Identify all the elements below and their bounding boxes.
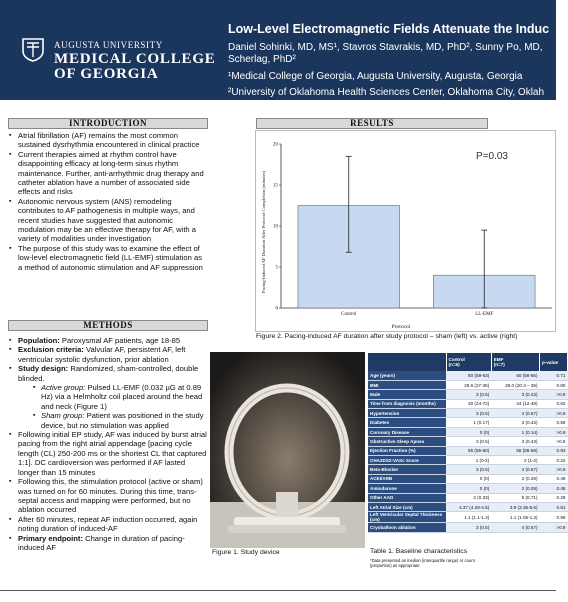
table-cell: 3 (0.5) — [446, 523, 491, 532]
authors: Daniel Sohinki, MD, MS¹, Stavros Stavrakis, MD, PhD², Sunny Po, MD, — [228, 42, 543, 53]
table-cell: 55 (55-59) — [491, 446, 539, 455]
intro-bullet: ▪ Autonomic nervous system (ANS) remodeling contributes to AF pathogenesis in multiple ways, and recent studies have suggested that autonomic modulation may be an effective therapy for AF, with a variety of modalities under investigation — [8, 197, 208, 244]
table-cell: 1.1 (1.05-1.3) — [491, 512, 539, 523]
table-cell: 3.9 (3.35-5.6) — [491, 502, 539, 511]
table-cell: 3 (0.43) — [491, 390, 539, 399]
footer-rule — [0, 590, 556, 591]
table-cell: 60 (56-65) — [491, 371, 539, 380]
row-label-cell: CHA2DS2-VASc Score — [368, 456, 446, 465]
exclusion-text: Valvular AF, persistent AF, left ventricular systolic dysfunction, prior ablation — [18, 345, 186, 364]
helmholtz-coil-illustration — [210, 352, 365, 548]
table-cell: >0.9 — [540, 465, 568, 474]
table-cell: 1 (0-2) — [446, 456, 491, 465]
intro-bullet: ▪ Current therapies aimed at rhythm control have disappointing efficacy at long-term sinus rhythm maintenance. Further, anti-arrhythmic drug therapy and catheter ablation have a number of associated side effects and risks — [8, 150, 208, 197]
p-value-annotation: P=0.03 — [476, 151, 508, 162]
table-cell: 28.0 (20.3 – 36) — [491, 380, 539, 389]
table-cell: 0.29 — [540, 493, 568, 502]
table-row — [368, 380, 568, 389]
methods-bullet-population — [8, 336, 208, 345]
results-heading: RESULTS — [256, 118, 488, 129]
row-label-cell: BMI — [368, 380, 446, 389]
table-cell: 0 (0) — [446, 427, 491, 436]
table-row — [368, 465, 568, 474]
poster-header — [0, 0, 556, 100]
row-label-cell: Left Ventricular Septal Thickness (cm) — [368, 512, 446, 523]
methods-body — [8, 336, 208, 552]
table-1-caption: Table 1. Baseline characteristics — [370, 548, 468, 555]
methods-bullet: ▪ Following this, the stimulation protocol (active or sham) was turned on for 60 minutes. During this time, trans-septal access and mapping were performed, but no ablation occurred — [8, 477, 208, 515]
org-line-1: AUGUSTA UNIVERSITY — [54, 40, 163, 50]
population-label: Population: — [18, 336, 60, 345]
table-cell: 2 (0.29) — [491, 484, 539, 493]
table-cell: >0.9 — [540, 523, 568, 532]
introduction-body — [8, 131, 208, 272]
table-row — [368, 474, 568, 483]
y-axis-label: Pacing-Induced AF Duration After Protocol Completion (minutes) — [261, 171, 266, 293]
methods-bullet-endpoint — [8, 534, 208, 553]
table-row — [368, 456, 568, 465]
table-row — [368, 446, 568, 455]
table-cell: 2 (0.29) — [491, 474, 539, 483]
sham-label: Sham group: — [41, 411, 85, 421]
methods-bullet-exclusion — [8, 345, 208, 364]
x-tick-label: LL-EMF — [475, 312, 494, 317]
table-row — [368, 437, 568, 446]
design-label: Study design: — [18, 364, 69, 374]
table-row — [368, 484, 568, 493]
table-footnote: *Data presented as median (interquartile range) or count (proportion) as appropriate — [370, 558, 475, 568]
endpoint-text: Change in duration of pacing-induced AF — [18, 533, 185, 552]
table-row — [368, 371, 568, 380]
table-cell: 1.1 (1.1-1.3) — [446, 512, 491, 523]
af-duration-bar-chart — [255, 130, 556, 332]
row-label-cell: Male — [368, 390, 446, 399]
table-cell: 0.62 — [540, 399, 568, 408]
row-label-cell: Other AAD — [368, 493, 446, 502]
row-label-cell: Cryoballoon ablation — [368, 523, 446, 532]
table-row — [368, 523, 568, 532]
y-tick-label: 10 — [273, 224, 278, 230]
exclusion-label: Exclusion criteria: — [18, 345, 84, 355]
table-header-cell: EMF (n=7) — [491, 353, 539, 371]
row-label-cell: Hypertension — [368, 409, 446, 418]
org-line-3: OF GEORGIA — [54, 66, 159, 82]
row-label-cell: Beta-Blocker — [368, 465, 446, 474]
table-row — [368, 512, 568, 523]
y-tick-label: 0 — [275, 306, 278, 312]
baseline-characteristics-table — [368, 353, 566, 533]
table-cell: 0.96 — [540, 512, 568, 523]
table-cell: >0.9 — [540, 427, 568, 436]
table-cell: 3 (0.5) — [446, 390, 491, 399]
table-row — [368, 418, 568, 427]
row-label-cell: Obstructive Sleep Apnea — [368, 437, 446, 446]
table-cell: 0.22 — [540, 456, 568, 465]
table-cell: >0.9 — [540, 390, 568, 399]
title-block — [228, 22, 556, 98]
affiliation-1: ¹Medical College of Georgia, Augusta University, Augusta, Georgia — [228, 71, 523, 82]
table-cell: 3 (0.43) — [491, 437, 539, 446]
table-row — [368, 427, 568, 436]
table-cell: 2 (0.33) — [446, 493, 491, 502]
table-cell: 3 (0.5) — [446, 409, 491, 418]
table-header-row — [368, 353, 568, 371]
active-group-bullet — [32, 383, 208, 411]
table-cell: 1 (0.17) — [446, 418, 491, 427]
y-tick-label: 20 — [273, 142, 278, 148]
table-cell: 4 (0.57) — [491, 409, 539, 418]
table-cell: 0.71 — [540, 371, 568, 380]
affiliation-2: ²University of Oklahoma Health Sciences Center, Oklahoma City, Oklah — [228, 87, 545, 98]
table-cell: 5 (0.71) — [491, 493, 539, 502]
table-cell: 30 (24-72) — [446, 399, 491, 408]
row-label-cell: Time from diagnosis (months) — [368, 399, 446, 408]
intro-bullet: ▪ Atrial fibrillation (AF) remains the most common sustained dysrhythmia encountered in clinical practice — [8, 131, 208, 150]
table-cell: 0.80 — [540, 380, 568, 389]
row-label-cell: Amiodarone — [368, 484, 446, 493]
x-tick-label: Control — [341, 312, 357, 317]
table-header-cell: p-value — [540, 353, 568, 371]
table-header-cell: Control (n=6) — [446, 353, 491, 371]
methods-bullet: ▪ Following initial EP study, AF was induced by burst atrial pacing from the right atrial appendage [pacing cycle length (CL) 250-200 ms or the shortest CL that captured 1:1]. DC cardioversion was performed if AF lasted longer than 15 minutes — [8, 430, 208, 477]
table-cell: 0 (0) — [446, 484, 491, 493]
institution-name — [54, 40, 216, 82]
table-cell: 60 (58-63) — [446, 371, 491, 380]
table-row — [368, 390, 568, 399]
sham-group-bullet — [32, 411, 208, 430]
x-axis-label: Protocol — [391, 324, 411, 330]
poster-title: Low-Level Electromagnetic Fields Attenuate the Induc — [228, 22, 550, 36]
table-header-cell — [368, 353, 446, 371]
table-cell: 4 (0.57) — [491, 523, 539, 532]
intro-bullet: ▪ The purpose of this study was to examine the effect of low-level electromagnetic field (LL-EMF) stimulation as a method of autonomic stimulation and AF suppression — [8, 244, 208, 272]
authors-continued: Scherlag, PhD² — [228, 54, 296, 65]
row-label-cell: ACEI/ARB — [368, 474, 446, 483]
methods-bullet: ▪ After 60 minutes, repeat AF induction occurred, again noting duration of induced-AF — [8, 515, 208, 534]
figure-2-caption: Figure 2. Pacing-induced AF duration after study protocol – sham (left) vs. active (right) — [256, 333, 518, 340]
table-cell: 1 (0.14) — [491, 427, 539, 436]
row-label-cell: Coronary Disease — [368, 427, 446, 436]
table-cell: 2 (1-2) — [491, 456, 539, 465]
table-cell: 55 (55-60) — [446, 446, 491, 455]
y-tick-label: 5 — [275, 265, 278, 271]
table-cell: >0.9 — [540, 437, 568, 446]
introduction-heading: INTRODUCTION — [8, 118, 208, 129]
active-text: Pulsed LL-EMF (0.032 µG at 0.89 Hz) via a Helmholtz coil placed around the head and neck (Figure 1) — [41, 383, 203, 411]
table-cell: 0.46 — [540, 474, 568, 483]
methods-heading: METHODS — [8, 320, 208, 331]
row-label-cell: Diabetes — [368, 418, 446, 427]
table-cell: 3 (0.5) — [446, 465, 491, 474]
table-cell: 4 (0.57) — [491, 465, 539, 474]
table-cell: 0.56 — [540, 418, 568, 427]
y-tick-label: 15 — [273, 183, 278, 189]
population-text: Paroxysmal AF patients, age 18-85 — [59, 336, 181, 345]
table-cell: 3 (0.5) — [446, 437, 491, 446]
table-cell: 0.81 — [540, 502, 568, 511]
row-label-cell: Age (years) — [368, 371, 446, 380]
table-cell: 0.93 — [540, 446, 568, 455]
active-label: Active group: — [41, 383, 86, 393]
methods-bullet-design — [8, 364, 208, 430]
table-cell: 29.6 (27-35) — [446, 380, 491, 389]
org-line-2: MEDICAL COLLEGE — [54, 51, 216, 67]
table-cell: 4.37 (4.28-4.5) — [446, 502, 491, 511]
figure-1-caption: Figure 1. Study device — [212, 549, 280, 556]
design-text: Randomized, sham-controlled, double blinded. — [18, 364, 199, 383]
row-label-cell: Ejection Fraction (%) — [368, 446, 446, 455]
table-cell: 0 (0) — [446, 474, 491, 483]
university-shield-logo — [22, 38, 44, 62]
sham-text: Patient was positioned in the study device, but no stimulation was applied — [41, 411, 204, 430]
table-row — [368, 409, 568, 418]
table-row — [368, 399, 568, 408]
table-row — [368, 502, 568, 511]
endpoint-label: Primary endpoint: — [18, 533, 83, 543]
study-device-photo — [210, 352, 365, 548]
table-row — [368, 493, 568, 502]
row-label-cell: Left Atrial Size (cm) — [368, 502, 446, 511]
table-cell: 0.46 — [540, 484, 568, 493]
table-cell: >0.9 — [540, 409, 568, 418]
table-cell: 24 (12-48) — [491, 399, 539, 408]
table-cell: 3 (0.43) — [491, 418, 539, 427]
